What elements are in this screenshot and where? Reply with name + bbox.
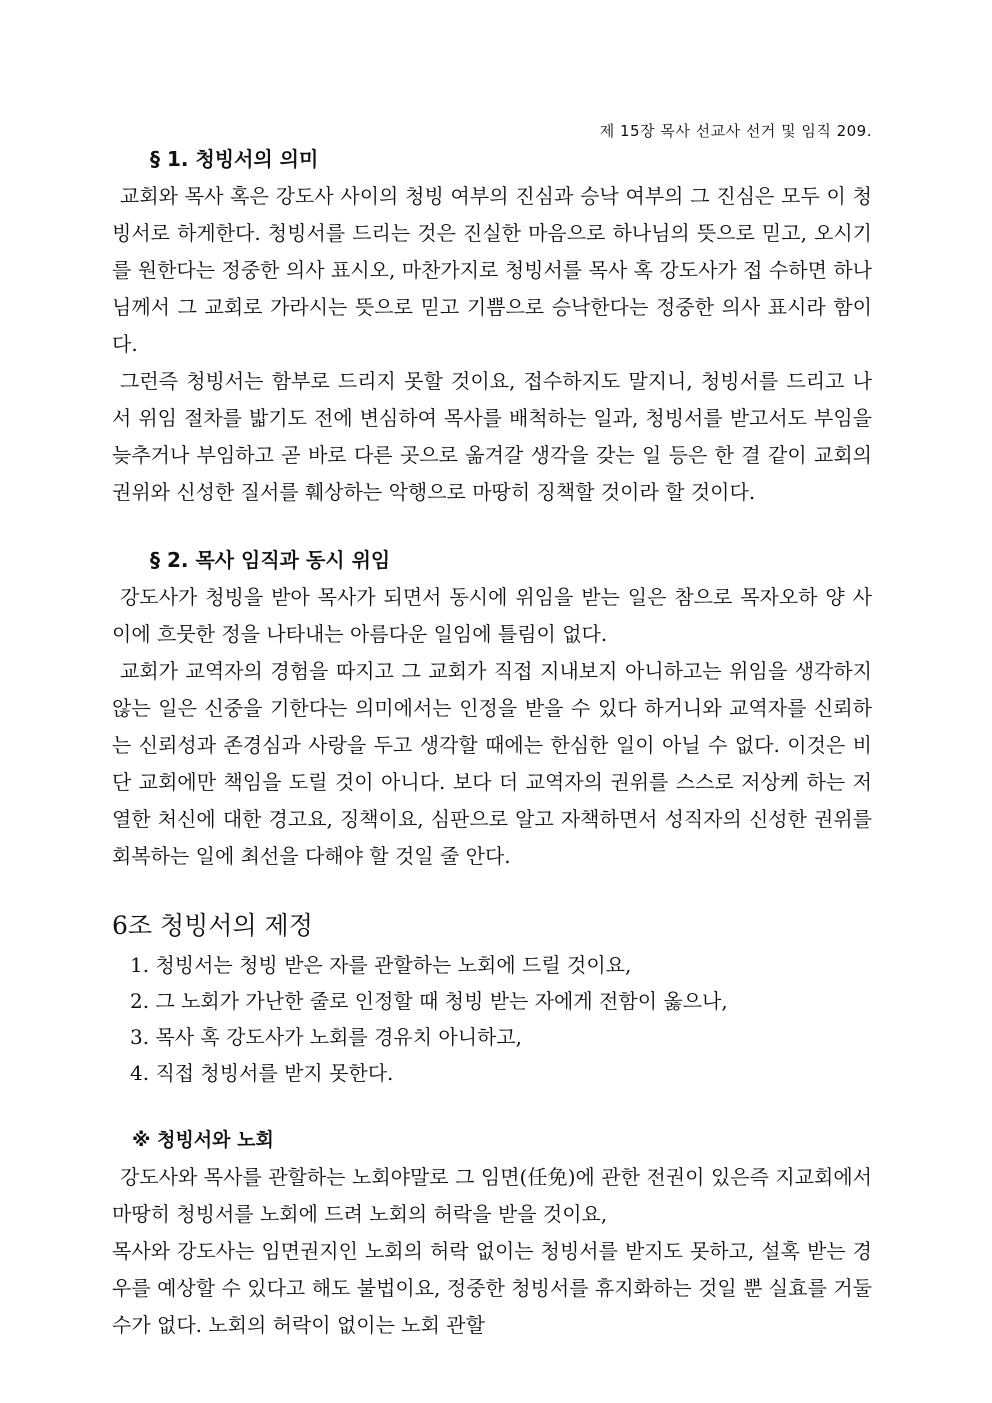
section-1-title: § 1. 청빙서의 의미 xyxy=(150,147,319,171)
note-title: ※ 청빙서와 노회 xyxy=(132,1129,274,1151)
article-6-item: 3. 목사 혹 강도사가 노회를 경유치 아니하고, xyxy=(130,1025,523,1049)
section-1-paragraph-2: 그런즉 청빙서는 함부로 드리지 못할 것이요, 접수하지도 말지니, 청빙서를 드리고 나서 위임 절차를 밟기도 전에 변심하여 목사를 배척하는 일과, 청빙서를 받고서도 부임을 늦추거나 부임하고 곧 바로 다른 곳으로 옮겨갈 생각을 갖는 일 등은 한 결 같이 교회의 권위와 신성한 질서를 훼상하는 악행으로 마땅히 징책할 것이라 할 것이다. xyxy=(112,369,872,504)
article-6-item: 2. 그 노회가 가난한 줄로 인정할 때 청빙 받는 자에게 전함이 옳으나, xyxy=(130,989,728,1013)
section-2-paragraph-1: 강도사가 청빙을 받아 목사가 되면서 동시에 위임을 받는 일은 참으로 목자오하 양 사이에 흐뭇한 정을 나타내는 아름다운 일임에 틀림이 없다. xyxy=(112,585,872,646)
spacer xyxy=(112,1091,872,1121)
note-paragraph-2: 목사와 강도사는 임면권지인 노회의 허락 없이는 청빙서를 받지도 못하고, 설혹 받는 경우를 예상할 수 있다고 해도 불법이요, 정중한 청빙서를 휴지화하는 것일 뿐 실효를 거둘 수가 없다. 노회의 허락이 없이는 노회 관할 xyxy=(112,1239,872,1337)
note-paragraph-1: 강도사와 목사를 관할하는 노회야말로 그 임면(任免)에 관한 전권이 있은즉 지교회에서 마땅히 청빙서를 노회에 드려 노회의 허락을 받을 것이요, xyxy=(112,1165,872,1226)
spacer xyxy=(112,511,872,541)
article-6-title: 6조 청빙서의 제정 xyxy=(112,911,313,940)
article-6-item: 4. 직접 청빙서를 받지 못한다. xyxy=(130,1061,394,1085)
article-6-item: 1. 청빙서는 청빙 받은 자를 관할하는 노회에 드릴 것이요, xyxy=(130,953,632,977)
running-header: 제 15장 목사 선교사 선거 및 임직 209. xyxy=(599,122,872,140)
section-2-title: § 2. 목사 임직과 동시 위임 xyxy=(150,548,391,572)
section-1-paragraph-1: 교회와 목사 혹은 강도사 사이의 청빙 여부의 진심과 승낙 여부의 그 진심은 모두 이 청빙서로 하게한다. 청빙서를 드리는 것은 진실한 마음으로 하나님의 뜻으로 믿고, 오시기를 원한다는 정중한 의사 표시오, 마찬가지로 청빙서를 목사 혹 강도사가 접 수하면 하나님께서 그 교회로 가라시는 뜻으로 믿고 기쁨으로 승낙한다는 정중한 의사 표시라 함이다. xyxy=(112,184,872,356)
spacer xyxy=(112,875,872,905)
page-body xyxy=(112,140,872,1344)
section-2-paragraph-2: 교회가 교역자의 경험을 따지고 그 교회가 직접 지내보지 아니하고는 위임을 생각하지 않는 일은 신중을 기한다는 의미에서는 인정을 받을 수 있다 하거니와 교역자를 신뢰하는 신뢰성과 존경심과 사랑을 두고 생각할 때에는 한심한 일이 아닐 수 없다. 이것은 비단 교회에만 책임을 도릴 것이 아니다. 보다 더 교역자의 권위를 스스로 저상케 하는 저열한 처신에 대한 경고요, 징책이요, 심판으로 알고 자책하면서 성직자의 신성한 권위를 회복하는 일에 최선을 다해야 할 것일 줄 안다. xyxy=(112,659,872,868)
